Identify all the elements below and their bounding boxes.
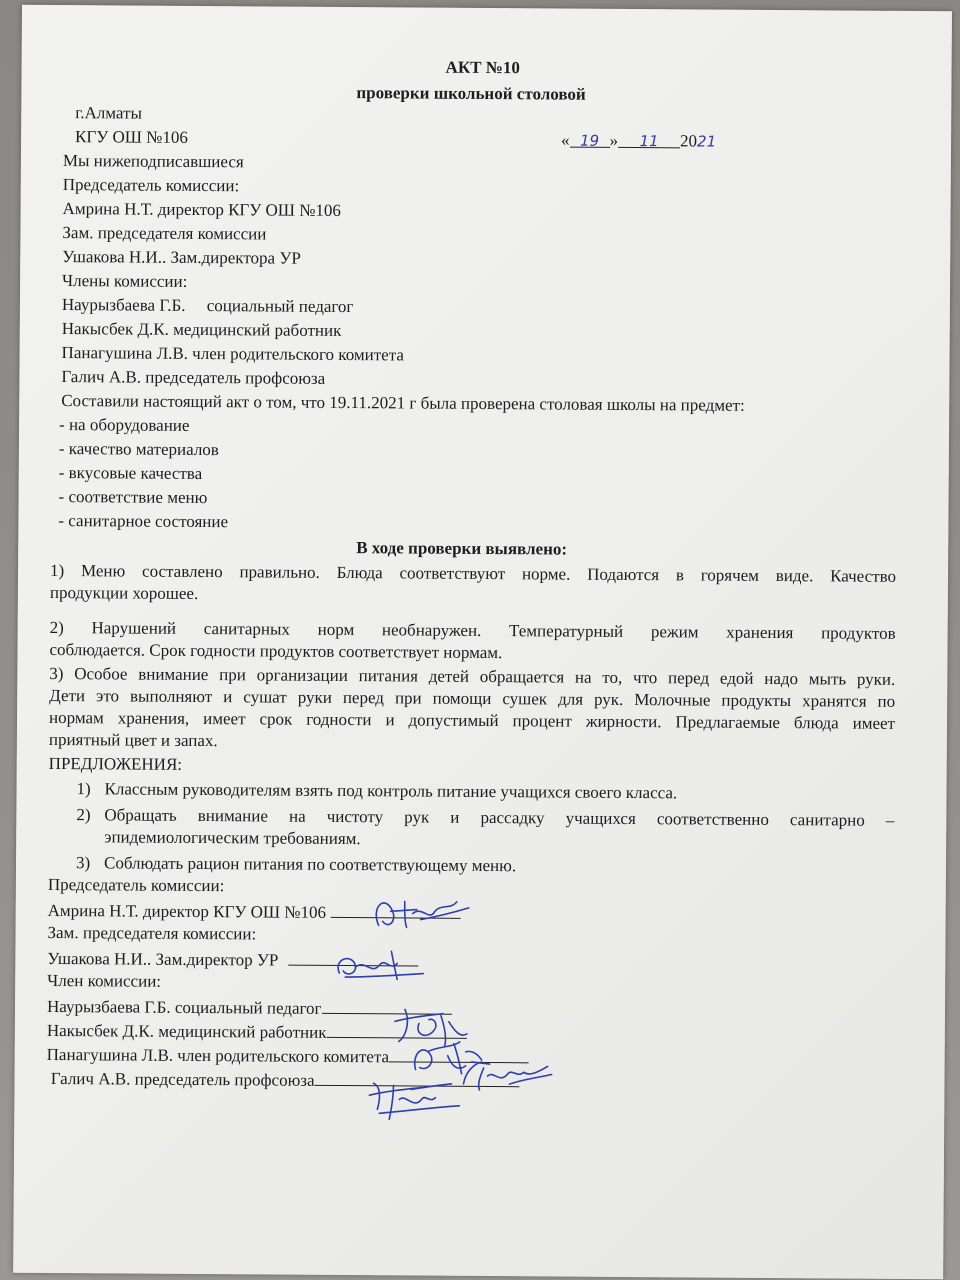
check-item: - санитарное состояние	[58, 511, 229, 532]
sig-member-1-name: Наурызбаева Г.Б. социальный педагог	[46, 996, 322, 1018]
chair-name: Амрина Н.Т. директор КГУ ОШ №106	[62, 199, 342, 220]
finding-3-line-4: приятный цвет и запах.	[48, 729, 218, 751]
finding-1-line-1: 1) Меню составлено правильно. Блюда соответствуют норме. Подаются в горячем виде. Качество	[49, 560, 897, 586]
sig-deputy-label: Зам. председателя комиссии:	[47, 922, 257, 944]
deputy-label: Зам. председателя комиссии	[62, 223, 267, 244]
proposals-heading: ПРЕДЛОЖЕНИЯ:	[48, 753, 183, 774]
member-2: Накысбек Д.К. медицинский работник	[61, 319, 342, 340]
finding-3-line-2: Дети это выполняют и сушат руки перед при помощи сушек для рук. Молочные продукты хранятся по	[49, 685, 896, 711]
findings-heading: В ходе проверки выявлено:	[356, 538, 568, 559]
date-close-quote: »	[609, 130, 619, 150]
sig-chair-label: Председатель комиссии:	[47, 874, 225, 896]
finding-3-line-3: нормам хранения, имеет срок годности и допустимый процент жирности. Предлагаемые блюда имеет	[48, 707, 896, 733]
document-page	[13, 5, 952, 1279]
sig-member-4-name: Галич А.В. председатель профсоюза	[46, 1068, 315, 1090]
sig-member-2-name: Накысбек Д.К. медицинский работник	[46, 1020, 327, 1042]
member-4: Галич А.В. председатель профсоюза	[61, 367, 326, 388]
date-year-suffix: 21	[697, 132, 717, 151]
member-1: Наурызбаева Г.Б. социальный педагог	[61, 295, 354, 317]
members-label: Члены комиссии:	[62, 271, 188, 291]
intro-signed: Мы нижеподписавшиеся	[62, 151, 244, 172]
check-item: - качество материалов	[58, 439, 219, 460]
document-subtitle: проверки школьной столовой	[356, 83, 586, 104]
date-month: 11	[639, 132, 659, 151]
statement: Составили настоящий акт о том, что 19.11.2021 г была проверена столовая школы на предмет:	[61, 391, 745, 415]
date-year-prefix: 20	[680, 131, 698, 151]
finding-2-line-1: 2) Нарушений санитарных норм необнаружен. Температурный режим хранения продуктов	[49, 617, 896, 643]
school-name: КГУ ОШ №106	[75, 127, 189, 147]
proposal-number: 1)	[76, 779, 91, 799]
member-3: Панагушина Л.В. член родительского комитета	[61, 343, 405, 365]
signature-deputy	[325, 945, 435, 986]
date-day: 19	[579, 131, 600, 150]
check-item: - вкусовые качества	[58, 463, 203, 484]
deputy-name: Ушакова Н.И.. Зам.директора УР	[62, 247, 301, 268]
proposal-text-cont: эпидемиологическим требованиям.	[104, 827, 361, 849]
proposal-number: 2)	[76, 805, 91, 825]
check-item: - соответствие меню	[58, 487, 208, 508]
chair-label: Председатель комиссии:	[62, 175, 240, 196]
document-date	[561, 131, 716, 152]
sig-member-3-name: Панагушина Л.В. член родительского комитета	[46, 1044, 390, 1067]
date-month-field	[618, 131, 680, 151]
check-item: - на оборудование	[59, 415, 190, 435]
signature-member-4	[359, 1075, 469, 1126]
document-title: АКТ №10	[445, 57, 520, 78]
date-open-quote: «	[561, 130, 570, 150]
finding-2-line-2: соблюдается. Срок годности продуктов соответствует нормам.	[49, 639, 503, 663]
proposal-number: 3)	[75, 853, 91, 873]
finding-1-line-2: продукции хорошее.	[49, 582, 199, 603]
proposal-text: Соблюдать рацион питания по соответствующему меню.	[103, 853, 517, 876]
sig-chair-name: Амрина Н.Т. директор КГУ ОШ №106	[47, 900, 327, 922]
city: г.Алматы	[75, 103, 142, 123]
sig-deputy-name: Ушакова Н.И.. Зам.директор УР	[47, 948, 279, 970]
date-day-field	[570, 131, 610, 148]
signature-chair	[361, 887, 481, 938]
sig-member-label: Член комиссии:	[47, 970, 162, 991]
finding-3-line-1: 3) Особое внимание при организации питания детей обращается на то, что перед едой надо мыть руки.	[49, 663, 896, 689]
proposal-text: Классным руководителям взять под контроль питание учащихся своего класса.	[104, 779, 678, 803]
proposal-text: Обращать внимание на чистоту рук и рассадку учащихся соответственно санитарно –	[104, 805, 895, 830]
